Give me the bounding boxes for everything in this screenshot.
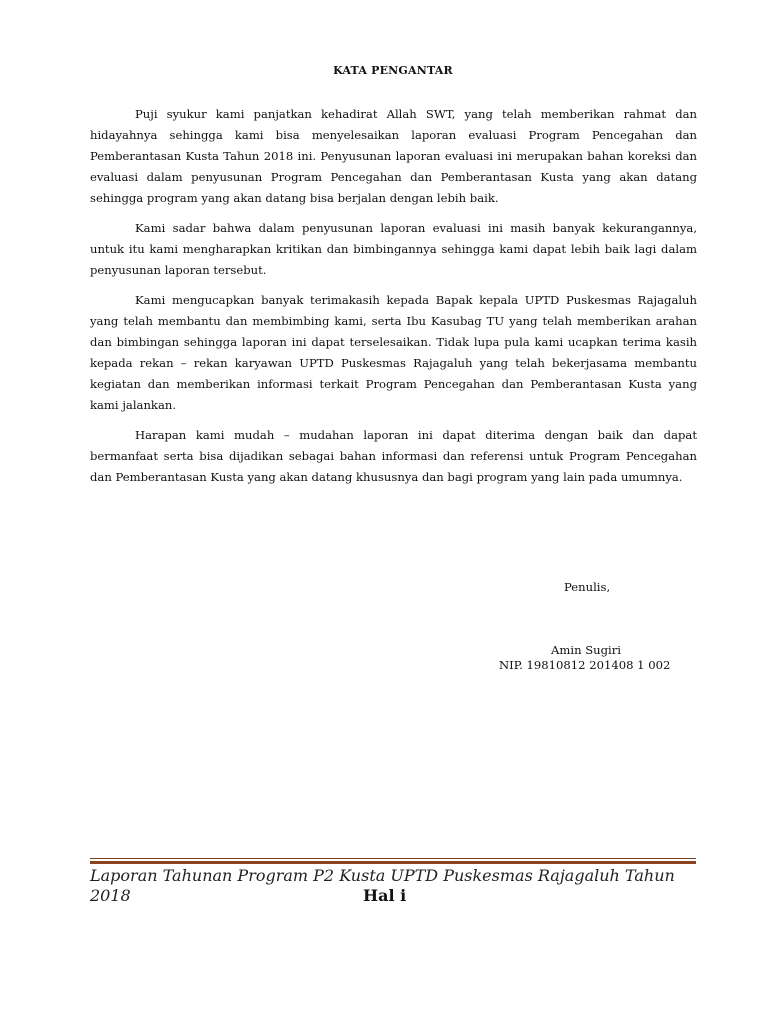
footer-divider-thin-line — [90, 858, 696, 859]
footer-divider-thick-line — [90, 861, 696, 864]
paragraph-1: Puji syukur kami panjatkan kehadirat Allah SWT, yang telah memberikan rahmat dan hidayahnya sehingga kami bisa menyelesaikan laporan evaluasi Program Pencegahan dan Pemberantasan Kusta Tahun 2018 ini. Penyusunan laporan evaluasi ini merupakan bahan koreksi dan evaluasi dalam penyusunan Program Pencegahan dan Pemberantasan Kusta yang akan datang sehingga program yang akan datang bisa berjalan dengan lebih baik. — [90, 107, 697, 205]
signature-name: Amin Sugiri — [551, 643, 622, 657]
signature-nip: NIP. 19810812 201408 1 002 — [499, 658, 671, 672]
footer-report-title: Laporan Tahunan Program P2 Kusta UPTD Puskesmas Rajagaluh Tahun — [90, 866, 675, 885]
footer-year: 2018 — [90, 886, 131, 905]
footer-page-number: Hal i — [363, 886, 407, 905]
body-text — [90, 104, 697, 497]
page-title: KATA PENGANTAR — [333, 64, 453, 77]
paragraph-3: Kami mengucapkan banyak terimakasih kepada Bapak kepala UPTD Puskesmas Rajagaluh yang telah membantu dan membimbing kami, serta Ibu Kasubag TU yang telah memberikan arahan dan bimbingan sehingga laporan ini dapat terselesaikan. Tidak lupa pula kami ucapkan terima kasih kepada rekan – rekan karyawan UPTD Puskesmas Rajagaluh yang telah bekerjasama membantu kegiatan dan memberikan informasi terkait Program Pencegahan dan Pemberantasan Kusta yang kami jalankan. — [90, 293, 697, 412]
signature-closing: Penulis, — [564, 580, 611, 594]
paragraph-4: Harapan kami mudah – mudahan laporan ini dapat diterima dengan baik dan dapat bermanfaat serta bisa dijadikan sebagai bahan informasi dan referensi untuk Program Pencegahan dan Pemberantasan Kusta yang akan datang khususnya dan bagi program yang lain pada umumnya. — [90, 428, 697, 484]
footer-divider — [90, 858, 696, 866]
paragraph-2: Kami sadar bahwa dalam penyusunan laporan evaluasi ini masih banyak kekurangannya, untuk itu kami mengharapkan kritikan dan bimbingannya sehingga kami dapat lebih baik lagi dalam penyusunan laporan tersebut. — [90, 221, 697, 277]
